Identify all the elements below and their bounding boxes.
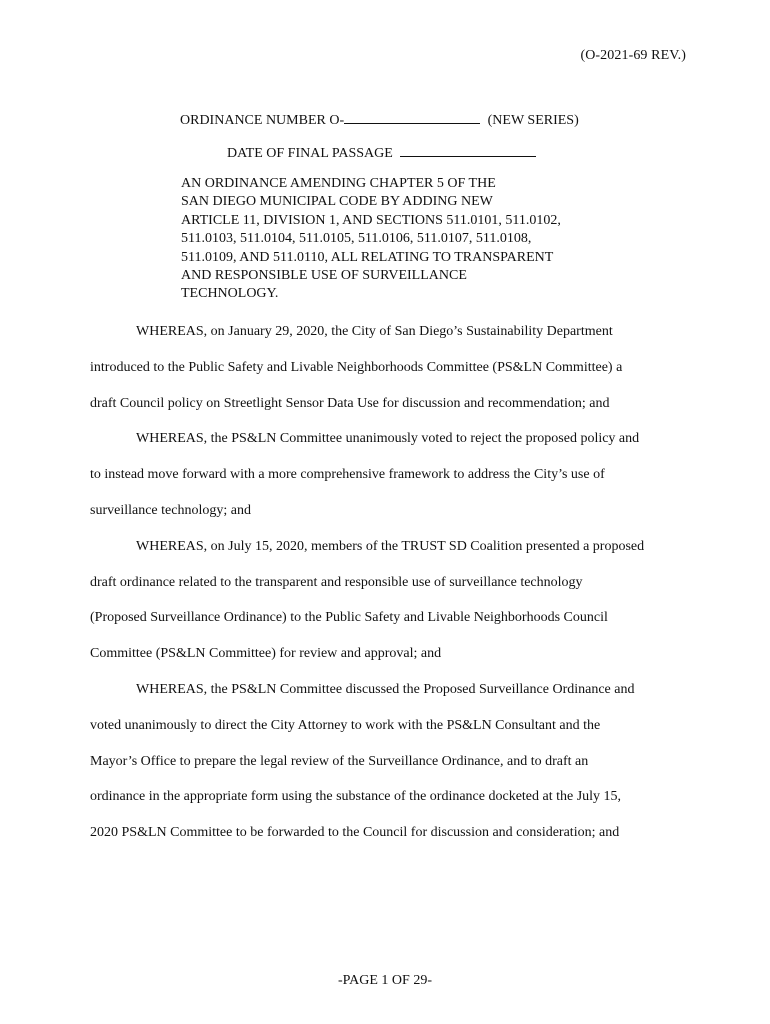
title-line: ARTICLE 11, DIVISION 1, AND SECTIONS 511.0101, 511.0102, <box>181 212 561 228</box>
title-line: 511.0109, AND 511.0110, ALL RELATING TO TRANSPARENT <box>181 249 554 265</box>
document-id: (O-2021-69 REV.) <box>580 48 686 63</box>
recital-line: draft ordinance related to the transparent and responsible use of surveillance technology <box>90 574 583 590</box>
recital-line: Mayor’s Office to prepare the legal review of the Surveillance Ordinance, and to draft an <box>90 753 589 769</box>
ordinance-number-label: ORDINANCE NUMBER O- <box>180 113 345 128</box>
ordinance-number-line <box>180 110 579 129</box>
recital-line: WHEREAS, on January 29, 2020, the City of San Diego’s Sustainability Department <box>136 324 613 339</box>
page-number: -PAGE 1 OF 29- <box>338 973 432 988</box>
final-passage-line <box>227 143 536 162</box>
final-passage-label: DATE OF FINAL PASSAGE <box>227 146 393 161</box>
recital-line: voted unanimously to direct the City Attorney to work with the PS&LN Consultant and the <box>90 717 601 733</box>
final-passage-blank <box>400 143 536 157</box>
ordinance-number-blank <box>344 110 480 124</box>
recital-line: WHEREAS, on July 15, 2020, members of the TRUST SD Coalition presented a proposed <box>136 538 645 554</box>
recital-line: to instead move forward with a more comprehensive framework to address the City’s use of <box>90 467 605 483</box>
recital-line: draft Council policy on Streetlight Sensor Data Use for discussion and recommendation; and <box>90 395 610 411</box>
title-line: AND RESPONSIBLE USE OF SURVEILLANCE <box>181 268 467 284</box>
recital-line: 2020 PS&LN Committee to be forwarded to the Council for discussion and consideration; and <box>90 825 620 841</box>
title-line: SAN DIEGO MUNICIPAL CODE BY ADDING NEW <box>181 194 493 210</box>
recital-line: (Proposed Surveillance Ordinance) to the Public Safety and Livable Neighborhoods Council <box>90 610 608 626</box>
recital-line: Committee (PS&LN Committee) for review and approval; and <box>90 646 442 662</box>
title-line: 511.0103, 511.0104, 511.0105, 511.0106, 511.0107, 511.0108, <box>181 231 532 247</box>
recital-line: WHEREAS, the PS&LN Committee unanimously voted to reject the proposed policy and <box>136 431 640 447</box>
recital-line: surveillance technology; and <box>90 502 251 518</box>
recital-line: WHEREAS, the PS&LN Committee discussed the Proposed Surveillance Ordinance and <box>136 681 635 697</box>
recitals-body <box>90 322 690 859</box>
ordinance-series-label: (NEW SERIES) <box>487 113 579 128</box>
recital-line: ordinance in the appropriate form using the substance of the ordinance docketed at the July 15, <box>90 789 622 805</box>
title-line: AN ORDINANCE AMENDING CHAPTER 5 OF THE <box>181 176 496 191</box>
recital-line: introduced to the Public Safety and Livable Neighborhoods Committee (PS&LN Committee) a <box>90 359 623 375</box>
ordinance-title <box>181 175 611 304</box>
title-line: TECHNOLOGY. <box>181 286 279 302</box>
